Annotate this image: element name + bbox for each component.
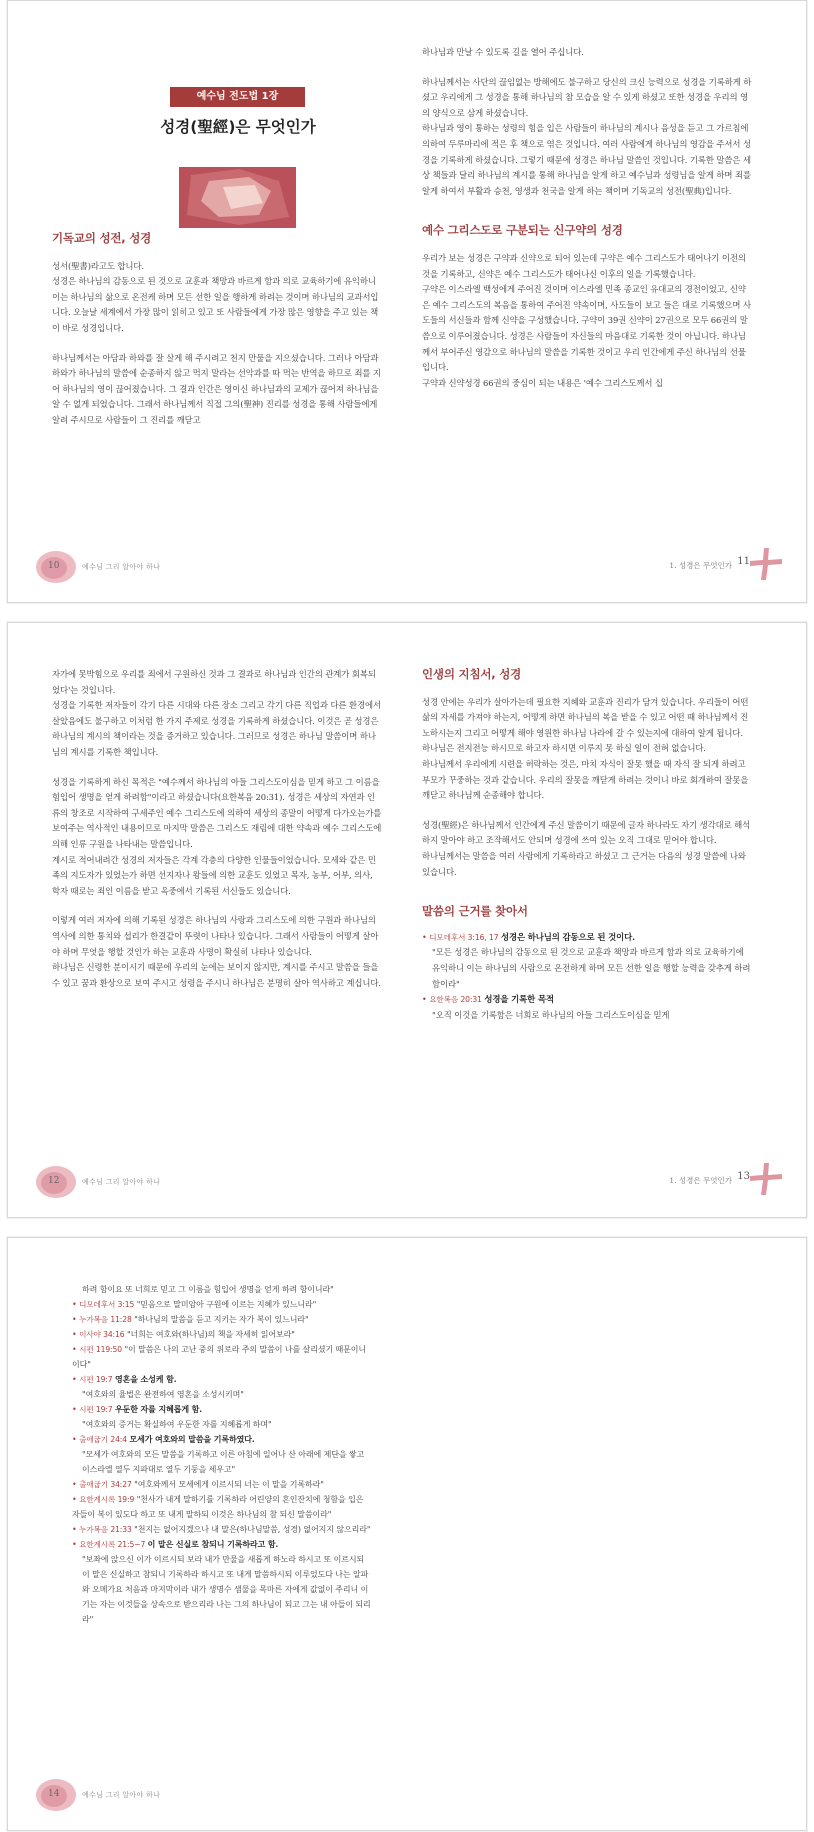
ref-quote: "여호와께서 모세에게 이르시되 너는 이 말을 기록하라" bbox=[134, 1480, 324, 1489]
ref-title: 성경은 하나님의 감동으로 된 것이다. bbox=[500, 931, 635, 942]
left-page-text bbox=[52, 667, 382, 991]
ref-quote: "오직 이것을 기록함은 너희로 하나님의 아들 그리스도이심을 믿게 bbox=[432, 1009, 670, 1020]
scripture-ref bbox=[72, 1402, 372, 1432]
scripture-ref bbox=[72, 1312, 372, 1327]
chapter-tag: 예수님 전도법 1장 bbox=[170, 87, 305, 107]
left-page-text bbox=[72, 1282, 372, 1627]
chapter-illustration bbox=[179, 167, 296, 228]
paragraph: 하나님께서는 아담과 하와를 잘 살게 해 주시려고 천지 만물을 지으셨습니다. 그러나 아담과 하와가 하나님의 말씀에 순종하지 않고 먹지 말라는 선악과를 따 먹는 반역을 하므로 죄를 지어 하나님의 영이 끊어졌습니다. 그 결과 인간은 영이신 하나님과의 교제가 끊어져 하나님을 알 수 없게 되었습니다. 그래서 하나님께서 직접 그의(聖神) 진리를 성경을 통해 사람들에게 알려 주시므로 사람들이 그 진리를 깨닫고 bbox=[52, 352, 381, 425]
ref-quote: "믿음으로 말미암아 구원에 이르는 지혜가 있느니라" bbox=[136, 1300, 317, 1309]
bullet-icon: • bbox=[72, 1330, 77, 1339]
bullet-icon: • bbox=[72, 1405, 77, 1414]
bullet-icon: • bbox=[72, 1540, 77, 1549]
page-14 bbox=[7, 1237, 807, 1831]
bullet-icon: • bbox=[72, 1345, 77, 1354]
scripture-ref bbox=[72, 1327, 372, 1342]
scripture-ref bbox=[72, 1537, 372, 1627]
ref-quote: "모세가 여호와의 모든 말씀을 기록하고 이른 아침에 일어나 산 아래에 제단을 쌓고 이스라엘 열두 지파대로 열두 기둥을 세우고" bbox=[82, 1450, 365, 1474]
bullet-icon: • bbox=[72, 1480, 77, 1489]
right-page-text bbox=[422, 45, 752, 391]
ref-quote: "모든 성경은 하나님의 감동으로 된 것으로 교훈과 책망과 바르게 함과 의로 교육하기에 유익하니 이는 하나님의 사람으로 온전하게 하며 모든 선한 일을 행할 능력을 갖추게 하려 함이라" bbox=[432, 947, 751, 989]
paragraph: 우리가 보는 성경은 구약과 신약으로 되어 있는데 구약은 예수 그리스도가 태어나기 이전의 것을 기록하고, 신약은 예수 그리스도가 태어나신 이후의 일을 기록했습니다. bbox=[422, 252, 746, 279]
scripture-ref bbox=[72, 1492, 372, 1522]
ref-quote: "여호와의 증거는 확실하여 우둔한 자를 지혜롭게 하며" bbox=[82, 1420, 272, 1429]
paragraph: 하나님께서 우리에게 시련을 허락하는 것은, 마치 자식이 잘못 했을 때 자식 잘 되게 하려고 부모가 꾸중하는 것과 같습니다. 우리의 잘못을 깨닫게 하려는 것이니 바로 회개하여 잘못을 깨닫고 하나님께 순종해야 합니다. bbox=[422, 758, 749, 801]
ref-title: 모세가 여호와의 말씀을 기록하였다. bbox=[129, 1434, 255, 1444]
ref-title: 이 말은 신실로 참되니 기록하라고 함. bbox=[147, 1539, 279, 1549]
scripture-ref bbox=[422, 992, 752, 1023]
ref-citation: 출애굽기 24:4 bbox=[79, 1435, 127, 1444]
bullet-icon: • bbox=[72, 1495, 77, 1504]
page-footer-right bbox=[628, 1165, 788, 1195]
ref-citation: 누가복음 11:28 bbox=[79, 1315, 132, 1324]
chapter-title: 성경(聖經)은 무엇인가 bbox=[160, 118, 316, 136]
paragraph: 계시로 적어내려간 성경의 저자들은 각계 각층의 다양한 인물들이었습니다. 모세와 같은 민족의 지도자가 있었는가 하면 선지자나 왕들에 의한 교훈도 있었고 목자, 농부, 어부, 의사, 학자 때로는 죄인 이름을 받고 옥중에서 기록된 서신들도 있습니다. bbox=[52, 854, 376, 896]
page-spread-10-11 bbox=[7, 0, 807, 603]
ref-title: 우둔한 자를 지혜롭게 함. bbox=[114, 1404, 202, 1414]
ref-quote: "이 말씀은 나의 고난 중의 위로라 주의 말씀이 나를 살리셨기 때문이니이다" bbox=[72, 1345, 367, 1369]
ref-citation: 요한계시록 21:5~7 bbox=[79, 1540, 146, 1549]
running-footer: 예수님 그리 알아야 하나 bbox=[82, 1178, 161, 1186]
section-heading: 말씀의 근거를 찾아서 bbox=[422, 904, 528, 919]
bullet-icon: • bbox=[72, 1435, 77, 1444]
running-footer: 예수님 그리 알아야 하나 bbox=[82, 563, 161, 571]
scripture-ref bbox=[72, 1342, 372, 1372]
paragraph: 성경을 기록하게 하신 목적은 "예수께서 하나님의 아들 그리스도이심을 믿게 하고 그 이름을 힘입어 생명을 얻게 하려함"이라고 하셨습니다(요한복음 20:31). 성경은 세상의 자연과 인류의 창조로 시작하여 구세주인 예수 그리스도에 의하여 세상의 종말이 어떻게 다가오는가를 보여주는 역사적인 내용이므로 마지막 말씀은 그리스도 재림에 대한 약속과 예수 그리스도에 의해 인류 구원을 나타내는 말씀입니다. bbox=[52, 776, 382, 849]
ref-citation: 시편 119:50 bbox=[79, 1345, 122, 1354]
bullet-icon: • bbox=[72, 1525, 77, 1534]
bullet-icon: • bbox=[72, 1315, 77, 1324]
page-number: 10 bbox=[48, 561, 60, 571]
right-page-text bbox=[422, 667, 752, 1023]
page-number: 11 bbox=[737, 556, 750, 567]
bullet-icon: • bbox=[72, 1375, 77, 1384]
bullet-icon: • bbox=[72, 1300, 77, 1309]
paragraph: 하나님과 만날 수 있도록 길을 열어 주십니다. bbox=[422, 47, 584, 57]
page-number: 14 bbox=[48, 1789, 60, 1799]
ref-citation: 요한복음 20:31 bbox=[429, 995, 482, 1005]
paragraph: 구약은 이스라엘 백성에게 주어진 것이며 이스라엘 민족 종교인 유대교의 경전이었고, 신약은 예수 그리스도의 복음을 통하여 주어진 약속이며, 사도들이 보고 들은 대로 기록했으며 사도들의 서신들과 함께 신약을 구성했습니다. 구약이 39권 신약이 27권으로 모두 66권의 말씀으로 이루어졌습니다. 성경은 사람들이 자신들의 마음대로 기록한 것이 아닙니다. 하나님께서 부어주신 영감으로 하나님의 말씀을 기록한 것이고 우리 인간에게 주신 하나님의 선물입니다. bbox=[422, 284, 751, 373]
ref-citation: 시편 19:7 bbox=[79, 1375, 113, 1384]
left-page-text bbox=[52, 231, 382, 429]
paragraph: 성경을 기록한 저자들이 각기 다른 시대와 다른 장소 그리고 각기 다른 직업과 다른 환경에서 살았음에도 불구하고 이처럼 한 가지 주제로 성경을 기록하게 하셨습니다. 이것은 곧 성경은 하나님의 계시의 책이라는 것을 증거하고 있습니다. 그러므로 성경은 하나님 말씀이며 하나님의 계시를 기록한 책입니다. bbox=[52, 700, 381, 757]
page-number: 13 bbox=[737, 1171, 750, 1182]
ref-citation: 누가복음 21:33 bbox=[79, 1525, 132, 1534]
scripture-ref bbox=[72, 1432, 372, 1477]
paragraph: 성경은 하나님의 감동으로 된 것으로 교훈과 책망과 바르게 함과 의로 교육하기에 유익하니 이는 하나님의 삶으로 온전케 하며 모든 선한 일을 행하게 하려는 것이며 하나님의 교과서입니다. 오늘날 세계에서 가장 많이 읽히고 있고 또 사람들에게 가장 많은 영향을 주고 있는 책이 바로 성경입니다. bbox=[52, 276, 379, 333]
ref-title: 성경을 기록한 목적 bbox=[484, 994, 554, 1005]
ref-quote: "천지는 없어지겠으나 내 말은(하나님말씀, 성경) 없어지지 않으리라" bbox=[134, 1525, 371, 1534]
paragraph: 성경(聖經)은 하나님께서 인간에게 주신 말씀이기 때문에 글자 하나라도 자기 생각대로 해석하지 말아야 하고 조작해서도 안되며 성경에 쓰여 있는 오직 그대로 믿어야 합니다. bbox=[422, 819, 751, 846]
page-spread-12-13 bbox=[7, 622, 807, 1218]
scripture-ref bbox=[422, 930, 752, 992]
ref-quote: "너희는 여호와(하나님)의 책을 자세히 읽어보라" bbox=[126, 1330, 295, 1339]
paragraph: 하려 함이요 또 너희로 믿고 그 이름을 힘입어 생명을 얻게 하려 함이니라" bbox=[82, 1285, 334, 1294]
ref-quote: "보좌에 앉으신 이가 이르시되 보라 내가 만물을 새롭게 하노라 하시고 또 이르시되 이 말은 신실하고 참되니 기록하라 하시고 또 내게 말씀하시되 이루었도다 나는 알파와 오메가요 처음과 마지막이라 내가 생명수 샘물을 목마른 자에게 값없이 주리니 이기는 자는 이것들을 상속으로 받으리라 나는 그의 하나님이 되고 그는 내 아들이 되리라" bbox=[82, 1555, 371, 1624]
paragraph: 하나님과 영이 통하는 성령의 힘을 입은 사람들이 하나님의 계시나 음성을 듣고 그 가르침에 의하여 두루마리에 적은 후 책으로 엮은 것입니다. 여러 사람에게 하나님의 영감을 주셔서 성경을 기록하게 하셨습니다. 그렇기 때문에 성경은 하나님 말씀인 것입니다. 기록한 말씀은 세상 책들과 달리 하나님의 계시를 통해 하나님을 알게 하고 예수님과 성령님을 알게 하며 죄를 알게 하여서 부활과 승천, 영생과 천국을 알게 하는 책이며 기독교의 성전(聖典)입니다. bbox=[422, 123, 751, 196]
ref-citation: 디모데후서 3:15 bbox=[79, 1300, 135, 1309]
running-footer: 예수님 그리 알아야 하나 bbox=[82, 1791, 161, 1799]
scripture-ref bbox=[72, 1372, 372, 1402]
ref-citation: 요한계시록 19:9 bbox=[79, 1495, 135, 1504]
ref-title: 영혼을 소성케 함. bbox=[114, 1374, 177, 1384]
section-heading: 예수 그리스도로 구분되는 신구약의 성경 bbox=[422, 223, 623, 238]
paragraph: 하나님께서는 사단의 끊임없는 방해에도 불구하고 당신의 크신 능력으로 성경을 기록하게 하셨고 우리에게 그 성경을 통해 하나님의 참 모습을 알 수 있게 하셨고 또한 성경을 우리의 영의 양식으로 삼게 하셨습니다. bbox=[422, 76, 752, 118]
ref-citation: 시편 19:7 bbox=[79, 1405, 113, 1414]
scripture-ref bbox=[72, 1297, 372, 1312]
paragraph: 이렇게 여러 저자에 의해 기록된 성경은 하나님의 사랑과 그리스도에 의한 구원과 하나님의 역사에 의한 통치와 섭리가 한결같이 뚜렷이 나타나 있습니다. 그래서 사람들이 어떻게 살아야 하며 무엇을 행할 것인가 하는 교훈과 사명이 확실히 나타나 있습니다. bbox=[52, 915, 379, 957]
page-footer-right bbox=[628, 550, 788, 580]
cross-icon bbox=[746, 1161, 786, 1197]
paragraph: 하나님께서는 말씀을 여러 사람에게 기록하라고 하셨고 그 근거는 다음의 성경 말씀에 나와 있습니다. bbox=[422, 850, 746, 877]
paragraph: 성서(聖書)라고도 합니다. bbox=[52, 260, 144, 271]
section-heading: 인생의 지침서, 성경 bbox=[422, 667, 522, 681]
paragraph: 자가에 못박힘으로 우리를 죄에서 구원하신 것과 그 결과로 하나님과 인간의 관계가 회복되었다'는 것입니다. bbox=[52, 669, 376, 695]
ref-quote: "하나님의 말씀을 듣고 지키는 자가 복이 있느니라" bbox=[134, 1315, 309, 1324]
section-heading: 기독교의 성전, 성경 bbox=[52, 231, 152, 245]
paragraph: 성경 안에는 우리가 살아가는데 필요한 지혜와 교훈과 진리가 담겨 있습니다. 우리들이 어떤 삶의 자세를 가져야 하는지, 어떻게 하면 하나님의 복을 받을 수 있고 어떤 때 하나님께서 진노하시는지 그리고 어떻게 해야 영원한 하나님 나라에 갈 수 있는지에 대하여 알게 됩니다. 하나님은 전지전능 하시므로 하고자 하시면 이루지 못 하실 일이 전혀 없습니다. bbox=[422, 696, 749, 754]
ref-quote: "천사가 내게 말하기를 기록하라 어린양의 혼인잔치에 청함을 입은 자들이 복이 있도다 하고 또 내게 말하되 이것은 하나님의 참 되신 말씀이라" bbox=[72, 1495, 364, 1519]
paragraph: 하나님은 신령한 분이시기 때문에 우리의 눈에는 보이지 않지만, 계시를 주시고 말씀을 들을 수 있고 꿈과 환상으로 보여 주시고 성령을 주시니 하나님은 분명히 살아 역사하고 계십니다. bbox=[52, 962, 381, 988]
running-footer: 1. 성경은 무엇인가 bbox=[669, 561, 732, 570]
ref-citation: 디모데후서 3:16, 17 bbox=[429, 932, 499, 942]
bullet-icon: • bbox=[422, 932, 427, 942]
bullet-icon: • bbox=[422, 995, 427, 1005]
running-footer: 1. 성경은 무엇인가 bbox=[669, 1176, 732, 1185]
scripture-ref bbox=[72, 1477, 372, 1492]
page-number: 12 bbox=[48, 1176, 60, 1186]
scripture-ref bbox=[72, 1522, 372, 1537]
ref-quote: "여호와의 율법은 완전하여 영혼을 소성시키며" bbox=[82, 1390, 244, 1399]
ref-citation: 이사야 34:16 bbox=[79, 1330, 125, 1339]
paragraph: 구약과 신약성경 66권의 중심이 되는 내용은 '예수 그리스도께서 십 bbox=[422, 377, 663, 388]
cross-icon bbox=[746, 546, 786, 582]
ref-citation: 출애굽기 34:27 bbox=[79, 1480, 132, 1489]
